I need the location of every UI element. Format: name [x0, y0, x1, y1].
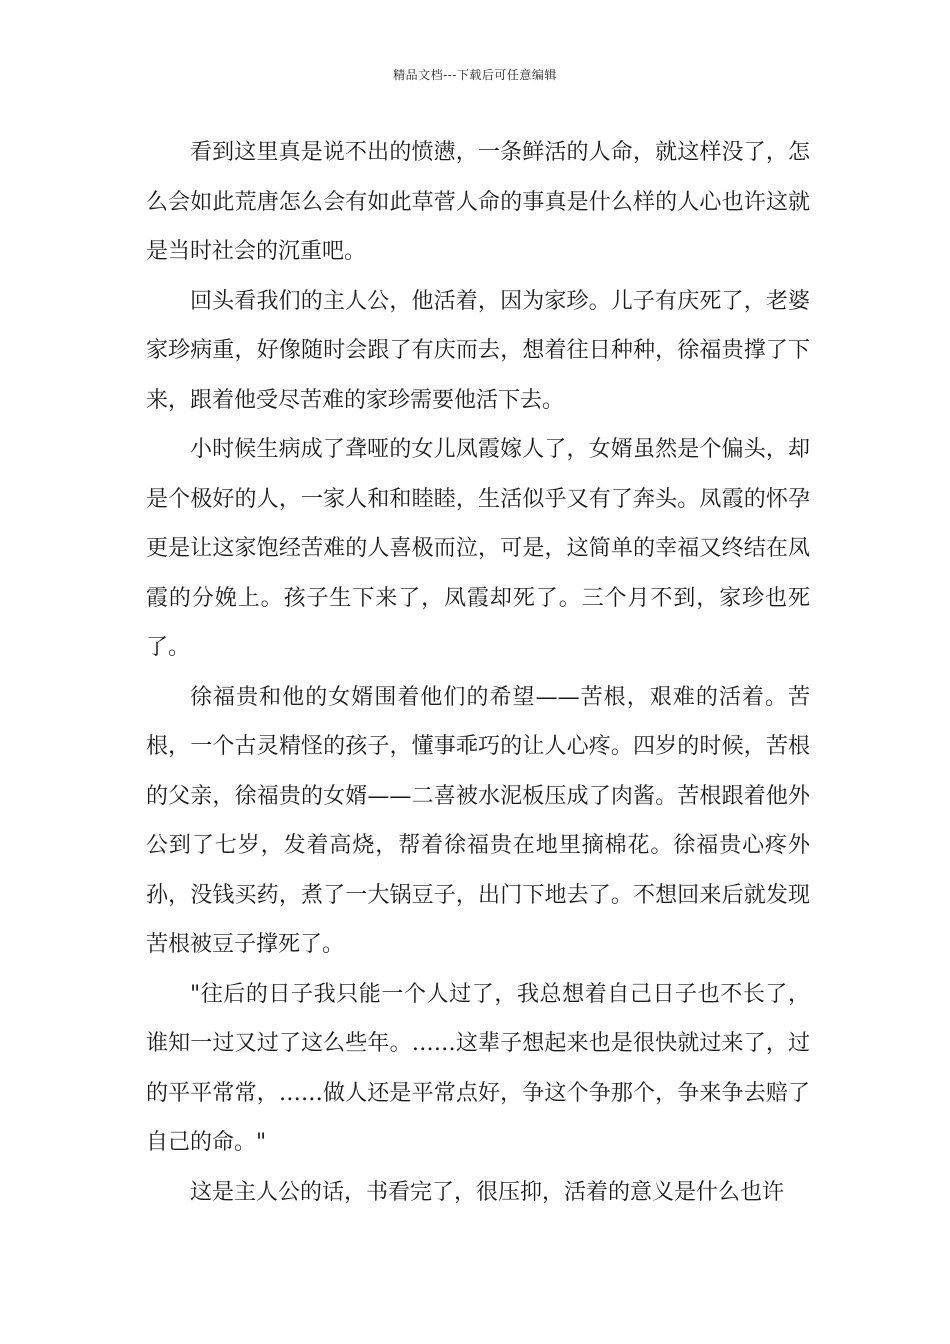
paragraph-6: 这是主人公的话，书看完了，很压抑，活着的意义是什么也许: [190, 1179, 785, 1205]
paragraph-3: 小时候生病成了聋哑的女儿凤霞嫁人了，女婿虽然是个偏头，却是个极好的人，一家人和和睦睦，生活似乎又有了奔头。凤霞的怀孕更是让这家饱经苦难的人喜极而泣，可是，这简单的幸福又终结在凤霞的分娩上。孩子生下来了，凤霞却死了。三个月不到，家珍也死了。: [146, 437, 810, 660]
paragraph-2: 回头看我们的主人公，他活着，因为家珍。儿子有庆死了，老婆家珍病重，好像随时会跟了有庆而去，想着往日种种，徐福贵撑了下来，跟着他受尽苦难的家珍需要他活下去。: [146, 288, 810, 413]
paragraph-1: 看到这里真是说不出的愤懑，一条鲜活的人命，就这样没了，怎么会如此荒唐怎么会有如此草菅人命的事真是什么样的人心也许这就是当时社会的沉重吧。: [146, 140, 810, 264]
document-body: [146, 128, 810, 1217]
page-header: 精品文档---下载后可任意编辑: [393, 68, 557, 82]
paragraph-5: "往后的日子我只能一个人过了，我总想着自己日子也不长了，谁知一过又过了这么些年。……这辈子想起来也是很快就过来了，过的平平常常，……做人还是平常点好，争这个争那个，争来争去赔了自己的命。": [146, 981, 810, 1155]
paragraph-4: 徐福贵和他的女婿围着他们的希望——苦根，艰难的活着。苦根，一个古灵精怪的孩子，懂事乖巧的让人心疼。四岁的时候，苦根的父亲，徐福贵的女婿——二喜被水泥板压成了肉酱。苦根跟着他外公到了七岁，发着高烧，帮着徐福贵在地里摘棉花。徐福贵心疼外孙，没钱买药，煮了一大锅豆子，出门下地去了。不想回来后就发现苦根被豆子撑死了。: [146, 684, 810, 957]
